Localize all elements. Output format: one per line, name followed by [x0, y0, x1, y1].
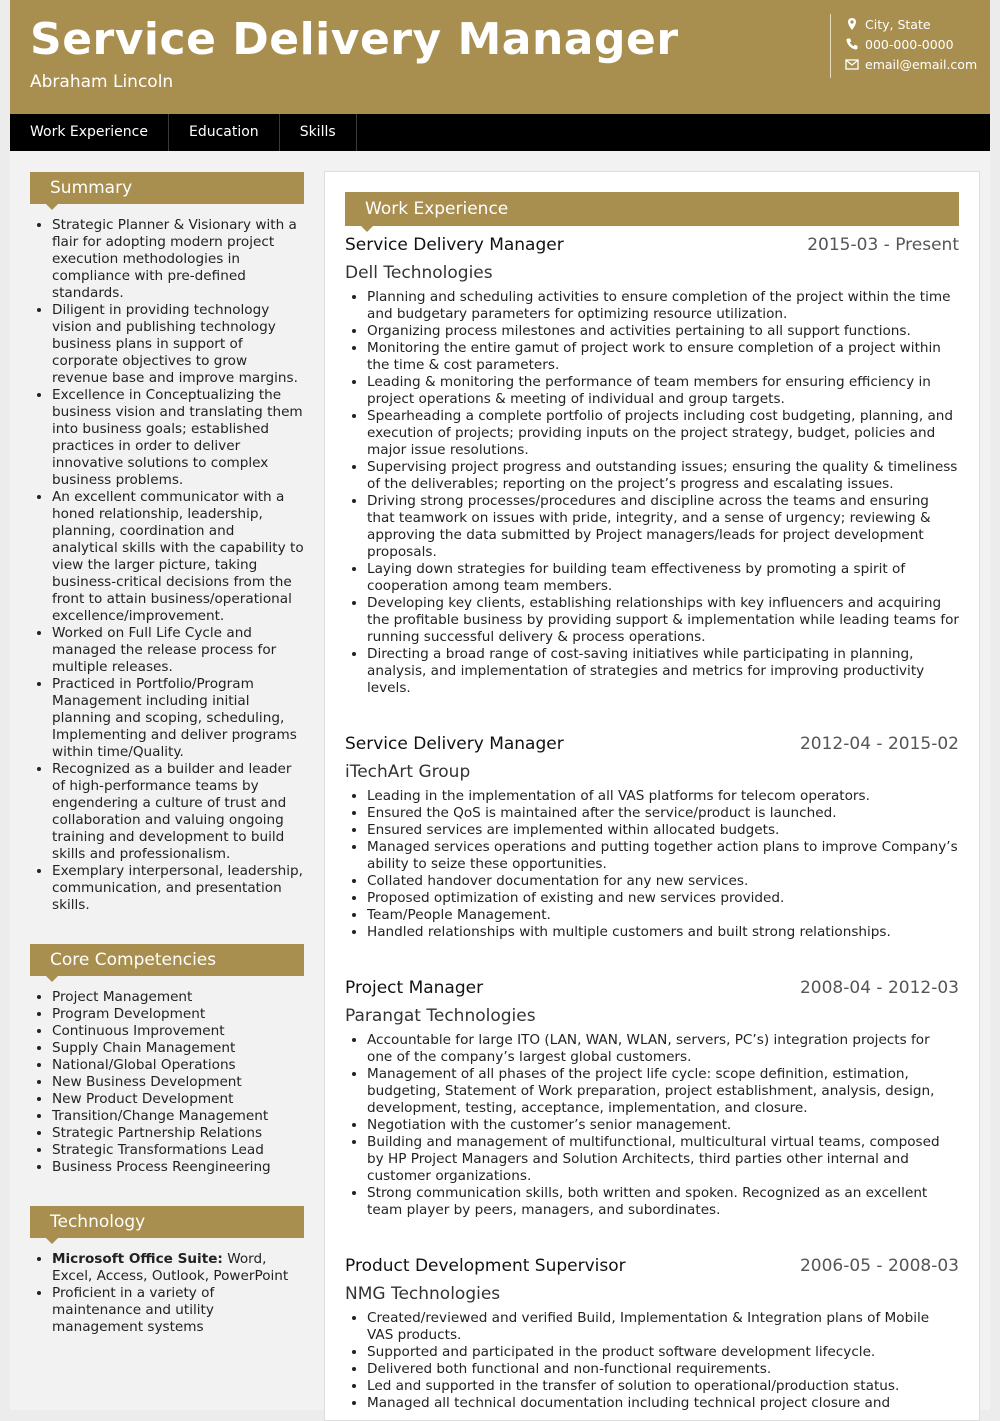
list-item: • Led and supported in the transfer of solution to operational/production status. — [367, 1378, 959, 1395]
list-item: • Team/People Management. — [367, 907, 959, 924]
list-item: • Strategic Planner & Visionary with a flair for adopting modern project execution methodologies in compliance with pre-defined standards. — [52, 217, 304, 302]
list-item: • Supported and participated in the product software development lifecycle. — [367, 1344, 959, 1361]
list-item: • Negotiation with the customer’s senior management. — [367, 1117, 959, 1134]
competencies-heading: Core Competencies — [30, 944, 304, 976]
job-entry — [345, 1256, 959, 1412]
job-entry — [345, 235, 959, 697]
list-item: • Strong communication skills, both written and spoken. Recognized as an excellent team player by peers, managers, and subordinates. — [367, 1185, 959, 1219]
list-item: • Monitoring the entire gamut of project work to ensure completion of a project within the time & cost parameters. — [367, 340, 959, 374]
list-item: • Ensured services are implemented within allocated budgets. — [367, 822, 959, 839]
list-item — [52, 1251, 304, 1285]
job-company: iTechArt Group — [345, 762, 471, 782]
list-item: • Managed services operations and putting together action plans to improve Company’s ability to seize these opportunities. — [367, 839, 959, 873]
tech-value: Word, Excel, Access, Outlook, PowerPoint — [52, 1251, 289, 1284]
list-item: • Proposed optimization of existing and new services provided. — [367, 890, 959, 907]
list-item: • Delivered both functional and non-functional requirements. — [367, 1361, 959, 1378]
sidebar — [30, 172, 304, 1336]
list-item: • National/Global Operations — [52, 1057, 304, 1074]
list-item: • Proficient in a variety of maintenance and utility management systems — [52, 1285, 304, 1336]
list-item: • Practiced in Portfolio/Program Management including initial planning and scoping, scheduling, Implementing and deliver programs within time/Quality. — [52, 676, 304, 761]
list-item: • Continuous Improvement — [52, 1023, 304, 1040]
list-item: • Supervising project progress and outstanding issues; ensuring the quality & timeliness of the deliverables; reporting on the project’s progress and escalating issues. — [367, 459, 959, 493]
list-item: • Accountable for large ITO (LAN, WAN, WLAN, servers, PC’s) integration projects for one of the company’s largest global customers. — [367, 1032, 959, 1066]
list-item: • Worked on Full Life Cycle and managed the release process for multiple releases. — [52, 625, 304, 676]
list-item: • Excellence in Conceptualizing the business vision and translating them into business goals; established practices in order to deliver innovative solutions to complex business problems. — [52, 387, 304, 489]
competencies-list — [30, 989, 304, 1176]
list-item: • Diligent in providing technology vision and publishing technology business plans in support of corporate objectives to grow revenue base and improve margins. — [52, 302, 304, 387]
contact-phone — [845, 34, 980, 54]
list-item: • Management of all phases of the project life cycle: scope definition, estimation, budgeting, Statement of Work preparation, project establishment, analysis, design, development, testing, acceptance, implementation, and closure. — [367, 1066, 959, 1117]
list-item: • Leading & monitoring the performance of team members for ensuring efficiency in project operations & meeting of individual and group targets. — [367, 374, 959, 408]
map-pin-icon — [845, 17, 861, 31]
list-item: • An excellent communicator with a honed relationship, leadership, planning, coordination and analytical skills with the capability to view the larger picture, taking business-critical decisions from the front to attain business/operational excellence/improvement. — [52, 489, 304, 625]
summary-heading: Summary — [30, 172, 304, 204]
list-item: • Ensured the QoS is maintained after the service/product is launched. — [367, 805, 959, 822]
list-item: • Strategic Partnership Relations — [52, 1125, 304, 1142]
list-item: • Collated handover documentation for any new services. — [367, 873, 959, 890]
job-dates: 2006-05 - 2008-03 — [799, 1256, 959, 1276]
list-item: • Recognized as a builder and leader of high-performance teams by engendering a culture of trust and collaboration and valuing ongoing training and development to build skills and professionalism. — [52, 761, 304, 863]
technology-heading: Technology — [30, 1206, 304, 1238]
list-item: • Leading in the implementation of all VAS platforms for telecom operators. — [367, 788, 959, 805]
job-dates: 2008-04 - 2012-03 — [799, 978, 959, 998]
candidate-name: Abraham Lincoln — [30, 72, 174, 92]
list-item: • Business Process Reengineering — [52, 1159, 304, 1176]
envelope-icon — [845, 57, 861, 71]
list-item: • Exemplary interpersonal, leadership, communication, and presentation skills. — [52, 863, 304, 914]
job-title: Service Delivery Manager — [345, 235, 564, 255]
job-company: Dell Technologies — [345, 263, 493, 283]
job-title: Service Delivery Manager — [345, 734, 564, 754]
job-bullets — [345, 1310, 959, 1412]
phone-icon — [845, 37, 861, 51]
list-item: • Handled relationships with multiple customers and built strong relationships. — [367, 924, 959, 941]
job-title: Project Manager — [345, 978, 484, 998]
main-content — [324, 171, 980, 1421]
job-entry — [345, 734, 959, 941]
job-dates: 2012-04 - 2015-02 — [799, 734, 959, 754]
nav-skills[interactable]: Skills — [280, 114, 357, 151]
job-dates: 2015-03 - Present — [807, 235, 959, 255]
page-title: Service Delivery Manager — [30, 14, 679, 65]
nav-work-experience[interactable]: Work Experience — [10, 114, 169, 151]
job-entry — [345, 978, 959, 1219]
contact-block — [830, 14, 980, 78]
job-bullets — [345, 788, 959, 941]
list-item: • Developing key clients, establishing relationships with key influencers and acquiring the profitable business by providing support & implementation while leading teams for running successful delivery & process operations. — [367, 595, 959, 646]
list-item: • Program Development — [52, 1006, 304, 1023]
list-item: • Spearheading a complete portfolio of projects including cost budgeting, planning, and execution of projects; providing inputs on the project strategy, budget, policies and major issue resolutions. — [367, 408, 959, 459]
work-experience-heading: Work Experience — [345, 192, 959, 226]
tech-label: Microsoft Office Suite: — [52, 1251, 223, 1267]
list-item: • Created/reviewed and verified Build, Implementation & Integration plans of Mobile VAS products. — [367, 1310, 959, 1344]
resume-page — [10, 0, 990, 1410]
list-item: • Planning and scheduling activities to ensure completion of the project within the time and budgetary parameters for optimizing resource utilization. — [367, 289, 959, 323]
list-item: • Supply Chain Management — [52, 1040, 304, 1057]
list-item: • Strategic Transformations Lead — [52, 1142, 304, 1159]
list-item: • Transition/Change Management — [52, 1108, 304, 1125]
phone-text: 000-000-0000 — [865, 36, 954, 52]
job-company: NMG Technologies — [345, 1284, 501, 1304]
list-item: • Building and management of multifunctional, multicultural virtual teams, composed by HP Project Managers and Solution Architects, third parties other internal and customer organizations. — [367, 1134, 959, 1185]
contact-location — [845, 14, 980, 34]
summary-list — [30, 217, 304, 914]
list-item: • New Business Development — [52, 1074, 304, 1091]
location-text: City, State — [865, 16, 931, 32]
job-company: Parangat Technologies — [345, 1006, 536, 1026]
list-item: • Laying down strategies for building team effectiveness by promoting a spirit of cooperation among team members. — [367, 561, 959, 595]
contact-email — [845, 54, 980, 74]
list-item: • New Product Development — [52, 1091, 304, 1108]
header — [10, 0, 990, 114]
technology-list — [30, 1251, 304, 1336]
list-item: • Directing a broad range of cost-saving initiatives while participating in planning, analysis, and implementation of strategies and metrics for improving productivity levels. — [367, 646, 959, 697]
nav-education[interactable]: Education — [169, 114, 280, 151]
list-item: • Project Management — [52, 989, 304, 1006]
job-title: Product Development Supervisor — [345, 1256, 626, 1276]
email-text: email@email.com — [865, 56, 978, 72]
list-item: • Driving strong processes/procedures and discipline across the teams and ensuring that teamwork on issues with pride, integrity, and a sense of urgency; reviewing & approving the data submitted by Project managers/leads for project development proposals. — [367, 493, 959, 561]
job-bullets — [345, 1032, 959, 1219]
list-item: • Organizing process milestones and activities pertaining to all support functions. — [367, 323, 959, 340]
list-item: • Managed all technical documentation including technical project closure and — [367, 1395, 959, 1412]
job-bullets — [345, 289, 959, 697]
nav-bar — [10, 114, 990, 151]
